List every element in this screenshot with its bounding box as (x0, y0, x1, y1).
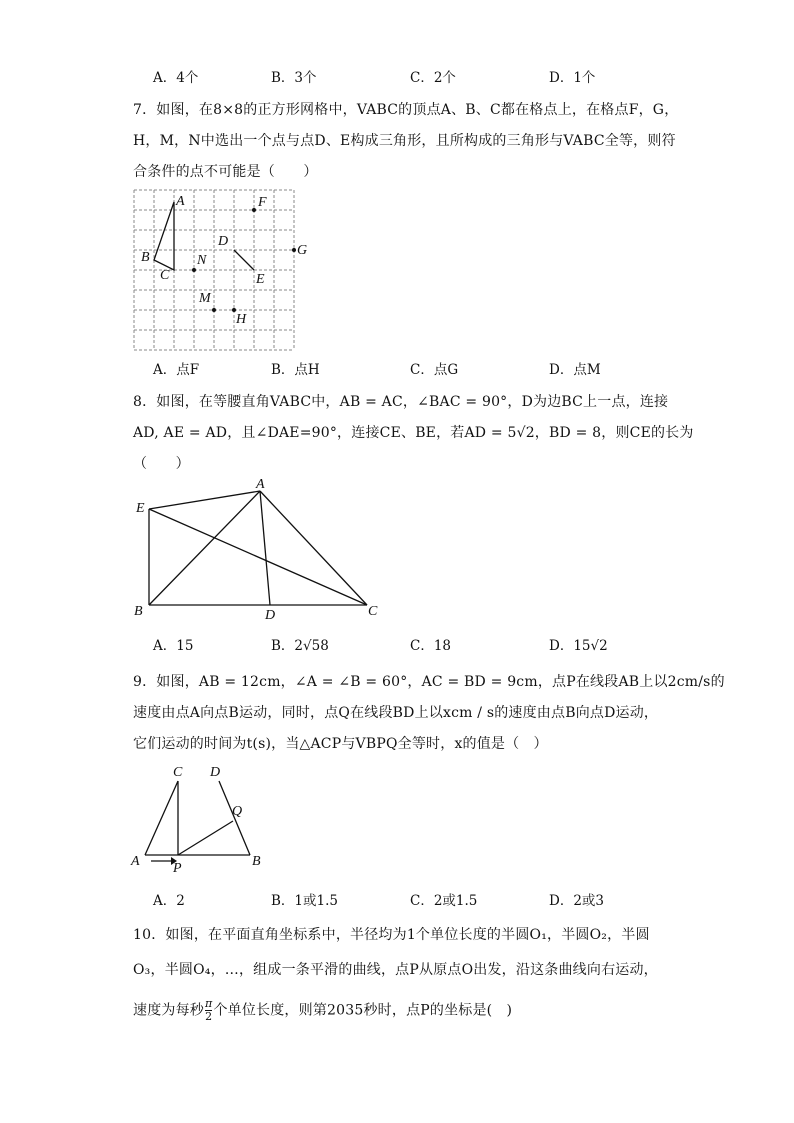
q7-option-b: B．点H (271, 362, 320, 378)
q7-grid-figure (125, 182, 315, 352)
label-c: C (173, 765, 183, 780)
q8-option-b: B．2√58 (271, 638, 329, 654)
label-f: F (258, 195, 267, 210)
label-e: E (256, 272, 265, 287)
q6-option-c: C．2个 (410, 70, 456, 86)
label-c: C (368, 604, 378, 619)
segment-ad (260, 491, 270, 605)
q7-option-d: D．点M (549, 362, 601, 378)
segment-ac (145, 781, 178, 855)
q8-text-line1: 8．如图，在等腰直角VABC中，AB = AC，∠BAC = 90°，D为边BC上一点，连接 (133, 394, 669, 410)
q10-text-line3 (133, 998, 512, 1023)
q9-option-c: C．2或1.5 (410, 893, 478, 909)
q7-text-line1: 7．如图，在8×8的正方形网格中，VABC的顶点A、B、C都在格点上，在格点F，G， (133, 102, 679, 118)
label-d: D (210, 765, 221, 780)
q8-option-a: A．15 (153, 638, 194, 654)
q10-text-line2: O₃，半圆O₄，…，组成一条平滑的曲线，点P从原点O出发，沿这条曲线向右运动， (133, 962, 658, 978)
q7-text-line3: 合条件的点不可能是（ ） (133, 164, 318, 180)
point-f (252, 208, 256, 212)
segment-ec (149, 509, 367, 605)
label-n: N (197, 253, 207, 268)
fraction-pi-over-2 (205, 998, 212, 1023)
label-p: P (173, 861, 182, 876)
q9-option-b: B．1或1.5 (271, 893, 338, 909)
label-b: B (141, 250, 150, 265)
triangle-abc (154, 202, 174, 270)
q6-option-b: B．3个 (271, 70, 317, 86)
q7-option-a: A．点F (153, 362, 200, 378)
label-h: H (236, 312, 247, 327)
label-b: B (252, 854, 261, 869)
q10-text-line1: 10．如图，在平面直角坐标系中，半径均为1个单位长度的半圆O₁，半圆O₂，半圆 (133, 927, 650, 943)
q9-option-d: D．2或3 (549, 893, 605, 909)
q9-text-line1: 9．如图，AB = 12cm，∠A = ∠B = 60°，AC = BD = 9cm，点P在线段AB上以2cm/s的 (133, 674, 725, 690)
q8-option-c: C．18 (410, 638, 452, 654)
fraction-denominator: 2 (205, 1010, 213, 1023)
q10-text-line3-post: 个单位长度，则第2035秒时，点P的坐标是( ) (213, 1002, 513, 1019)
q9-option-a: A．2 (153, 893, 185, 909)
q8-text-line3: （ ） (133, 456, 190, 472)
q7-option-c: C．点G (410, 362, 459, 378)
label-a: A (256, 477, 265, 492)
q9-text-line3: 它们运动的时间为t(s)，当△ACP与VBPQ全等时，x的值是（ ） (133, 736, 548, 752)
q9-text-line2: 速度由点A向点B运动，同时，点Q在线段BD上以xcm / s的速度由点B向点D运动， (133, 705, 659, 721)
segment-ab (149, 491, 260, 605)
label-q: Q (232, 804, 243, 819)
fraction-numerator: π (205, 997, 213, 1010)
segment-de (234, 250, 254, 270)
point-g (292, 248, 296, 252)
label-e: E (136, 501, 145, 516)
label-d: D (218, 234, 229, 249)
q10-text-line3-pre: 速度为每秒 (133, 1002, 204, 1019)
label-d: D (265, 608, 276, 623)
q9-figure (125, 758, 275, 878)
label-b: B (134, 604, 143, 619)
q8-text-line2: AD, AE = AD，且∠DAE=90°，连接CE、BE，若AD = 5√2，BD = 8，则CE的长为 (133, 425, 694, 441)
segment-ea (149, 491, 260, 509)
q8-option-d: D．15√2 (549, 638, 608, 654)
label-a: A (131, 854, 140, 869)
point-n (192, 268, 196, 272)
point-m (212, 308, 216, 312)
segment-pq (178, 821, 233, 855)
label-m: M (199, 291, 211, 306)
q8-figure (125, 474, 395, 624)
grid-lines (134, 190, 294, 350)
q6-option-a: A．4个 (153, 70, 199, 86)
label-a: A (176, 194, 185, 209)
segment-ac (260, 491, 367, 605)
q7-text-line2: H，M，N中选出一个点与点D、E构成三角形，且所构成的三角形与VABC全等，则符 (133, 133, 676, 149)
q6-option-d: D．1个 (549, 70, 596, 86)
label-c: C (160, 268, 170, 283)
label-g: G (297, 243, 308, 258)
